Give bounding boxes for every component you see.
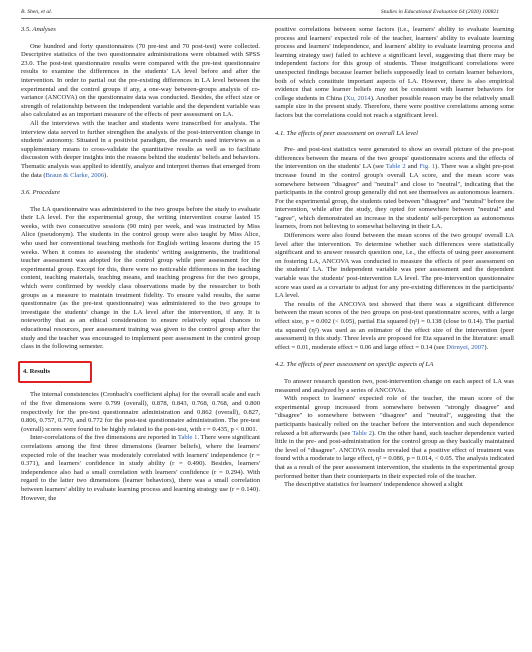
paragraph: The internal consistencies (Cronbach's coefficient alpha) for the overall scale and each of the five dimensions were 0.799 (overall), 0.878, 0.843, 0.768, 0.768, and 0.800 respectively for the pre-test questionnaire administration and 0.862 (overall), 0.827, 0.806, 0.757, 0.770, and 0.772 for the post-test questionnaire administration. The pre-test (overall) scores were found to be highly related to the post-test, with r = 0.435, p < 0.001. bbox=[21, 391, 260, 433]
results-highlight-box bbox=[18, 361, 92, 384]
section-4-title: 4. Results bbox=[23, 367, 51, 375]
paragraph: Differences were also found between the mean scores of the two groups' overall LA level after the intervention. To determine whether such differences were statistically significant and to answer research question one, i.e., the effects of using peer assessment on fostering LA, ANCOVA was conducted to measure the effects of peer assessment on the students' LA. The independent variable was peer assessment and the dependent variable was the students' post-intervention LA level. The pre-intervention questionnaire score was used as a covariate to adjust for any pre-existing differences in the participants' LA level. bbox=[275, 232, 514, 300]
paragraph: Pre- and post-test statistics were generated to show an overall picture of the pre-post differences between the means of the two groups' questionnaire scores and the effects of the intervention on the students' LA (see Table 2 and Fig. 1). There was a slight pre-post increase found in the control group's overall LA score, and the mean score was somewhere between "disagree" and "neutral" and close to "neutral", indicating that the participants in the control group generally did not see themselves as autonomous learners. For the experimental group, the students rated between "disagree" and "neutral" before the intervention, while after the study, they opted for somewhere between "neutral" and "agree", which demonstrated an increase in the students' self-perception as autonomous learners, from not believing to somewhat believing in their LA. bbox=[275, 146, 515, 231]
paragraph: To answer research question two, post-intervention change on each aspect of LA was measured and analyzed by a series of ANCOVAs. bbox=[275, 377, 514, 394]
paragraph: All the interviews with the teacher and students were transcribed for analysis. The interview data served to further strengthen the analysis of the post-intervention change in students' autonomy. Situated in a positivist paradigm, the research used interviews as a supplementary means to cross-validate the quantitative results as well as to facilitate discussion with deeper insights into the reasons behind the students' beliefs and behaviors. Thematic analysis was applied to identify, analyze and interpret themes that emerged from the data (Braun & Clarke, 2006). bbox=[21, 119, 260, 179]
right-column bbox=[275, 26, 514, 490]
section-3-6-title: 3.6. Procedure bbox=[21, 189, 60, 197]
paragraph: One hundred and forty questionnaires (70 pre-test and 70 post-test) were collected. Descriptive statistics of the two questionnaire administrations were obtained with SPSS 23.0. The post-test questionnaire results were compared with the pre-test questionnaire results to examine the differences in the students' LA level before and after the intervention. In order to partial out the pre-existing differences in LA level between the experimental and the control groups if any, a one-way between-groups analysis of co-variance (ANCOVA) on the questionnaire data was conducted. Besides, the effect size or strength of relationship between the independent variable and the dependent variable was also calculated as an important measure of the effects of peer assessment on LA. bbox=[21, 42, 260, 119]
section-4-1-title: 4.1. The effects of peer assessment on overall LA level bbox=[275, 129, 418, 137]
paragraph: positive correlations between some factors (i.e., learners' ability to evaluate learning process and learners' expected role of the teacher, learners' ability to evaluate learning process and learners' independence, and learners' ability to evaluate learning process and learning strategy use) failed to achieve a significant level, suggesting that there may be independent factors for this group of students. These insignificant correlations were unexpected findings because learner beliefs supposedly lead to certain learner behaviors, both of which constitute important aspects of LA. However, there is also empirical evidence that some learner beliefs may not be consistent with learner behaviors for college students in China (Xu, 2014). Another possible reason may be the relatively small sample size in the present study. Therefore, there were positive correlations among some factors but the correlations could not reach a significant level. bbox=[275, 26, 514, 119]
citation-link[interactable]: Dörnyei, 2007 bbox=[446, 343, 485, 351]
paragraph: With respect to learners' expected role of the teacher, the mean score of the experimental group increased from somewhere between "strongly disagree" and "disagree" to somewhere between "disagree" and "neutral", suggesting that the participants basically relied on the teacher before the intervention and such dependence relaxed a bit afterwards (see Table 2). On the other hand, such teacher dependence varied little in the pre- and post-administration for the control group as they basically maintained the level of "disagree". ANCOVA results revealed that a positive effect of treatment was found with a moderate to large effect, η² = 0.086, p = 0.014, < 0.05. The analysis indicated that as a result of the peer assessment intervention, the students in the experimental group performed better than their counterparts in their expected role of the teacher. bbox=[275, 395, 514, 480]
running-header-journal: Studies in Educational Evaluation 64 (2020) 100821 bbox=[380, 9, 499, 15]
figure-link[interactable]: Fig. 1 bbox=[419, 163, 436, 171]
paragraph: Inter-correlations of the five dimensions are reported in Table 1. There were significant correlations among the first three dimensions (learner beliefs), where the learners' expected role of the teacher was moderately correlated with learners' independence (r = 0.371), and learners' confidence in study ability (r = 0.490). Besides, learners' independence also had a small correlation with learners' confidence (r = 0.294). With regard to the latter two dimensions (learner behaviors), there was a small correlation between learners' ability to evaluate learning process and learning strategy use (r = 0.140). However, the bbox=[21, 434, 261, 502]
header-rule bbox=[21, 18, 499, 19]
running-header-authors: B. Shen, et al. bbox=[21, 9, 53, 15]
paragraph: The descriptive statistics for learners' independence showed a slight bbox=[284, 481, 463, 489]
table-link[interactable]: Table 2 bbox=[385, 163, 406, 171]
section-4-2-title: 4.2. The effects of peer assessment on specific aspects of LA bbox=[275, 361, 434, 369]
citation-link[interactable]: Xu, 2014 bbox=[346, 94, 371, 102]
paragraph: The results of the ANCOVA test showed that there was a significant difference between the mean scores of the two groups on post-test questionnaire scores, with a large effect size, p = 0.002 (< 0.05), partial Eta squared (η²) = 0.138 (close to 0.14). The partial eta squared (η²) was used as an estimator of the effect size of the intervention (peer assessment) in this study. Three levels are proposed for Eta squared in the literature: small effect = 0.01, moderate effect = 0.06 and large effect = 0.14 (see Dörnyei, 2007). bbox=[275, 300, 514, 351]
paragraph: The LA questionnaire was administered to the two groups before the study to evaluate their LA level. For the experimental group, the writing intervention course lasted 15 weeks, with two consecutive sessions (90 min) per week, and was instructed by Miss Alice (pseudonym). The students in the control group were also taught by Miss Alice, who used her conventional teaching methods for English writing lessons during the 15 weeks. When it comes to assessing the students' writing assignments, the traditional teacher assessment was adopted for the control group while peer assessment for the experimental group. Except for this, there were no noticeable differences in the teaching content, teaching materials, teaching means, and teaching progress for the two groups, which were confirmed by weekly class observations made by the researcher to both groups as a measure to maintain treatment fidelity. To ensure valid results, the same questionnaire (as the pre-test questionnaire) was administered to the two groups to investigate the students' change in the LA level after the intervention, if any. It is noteworthy that as an ethical consideration to ensure relatively equal chances to educational resources, peer assessment training was given to the control group after the study and the teacher was encouraged to implement peer assessment in the control group class in the following semester. bbox=[21, 205, 260, 351]
section-3-5-title: 3.5. Analyses bbox=[21, 26, 56, 33]
table-link[interactable]: Table 2 bbox=[352, 429, 372, 437]
table-link[interactable]: Table 1 bbox=[177, 434, 198, 442]
left-column bbox=[21, 26, 260, 503]
citation-link[interactable]: Braun & Clarke, 2006 bbox=[45, 171, 105, 179]
